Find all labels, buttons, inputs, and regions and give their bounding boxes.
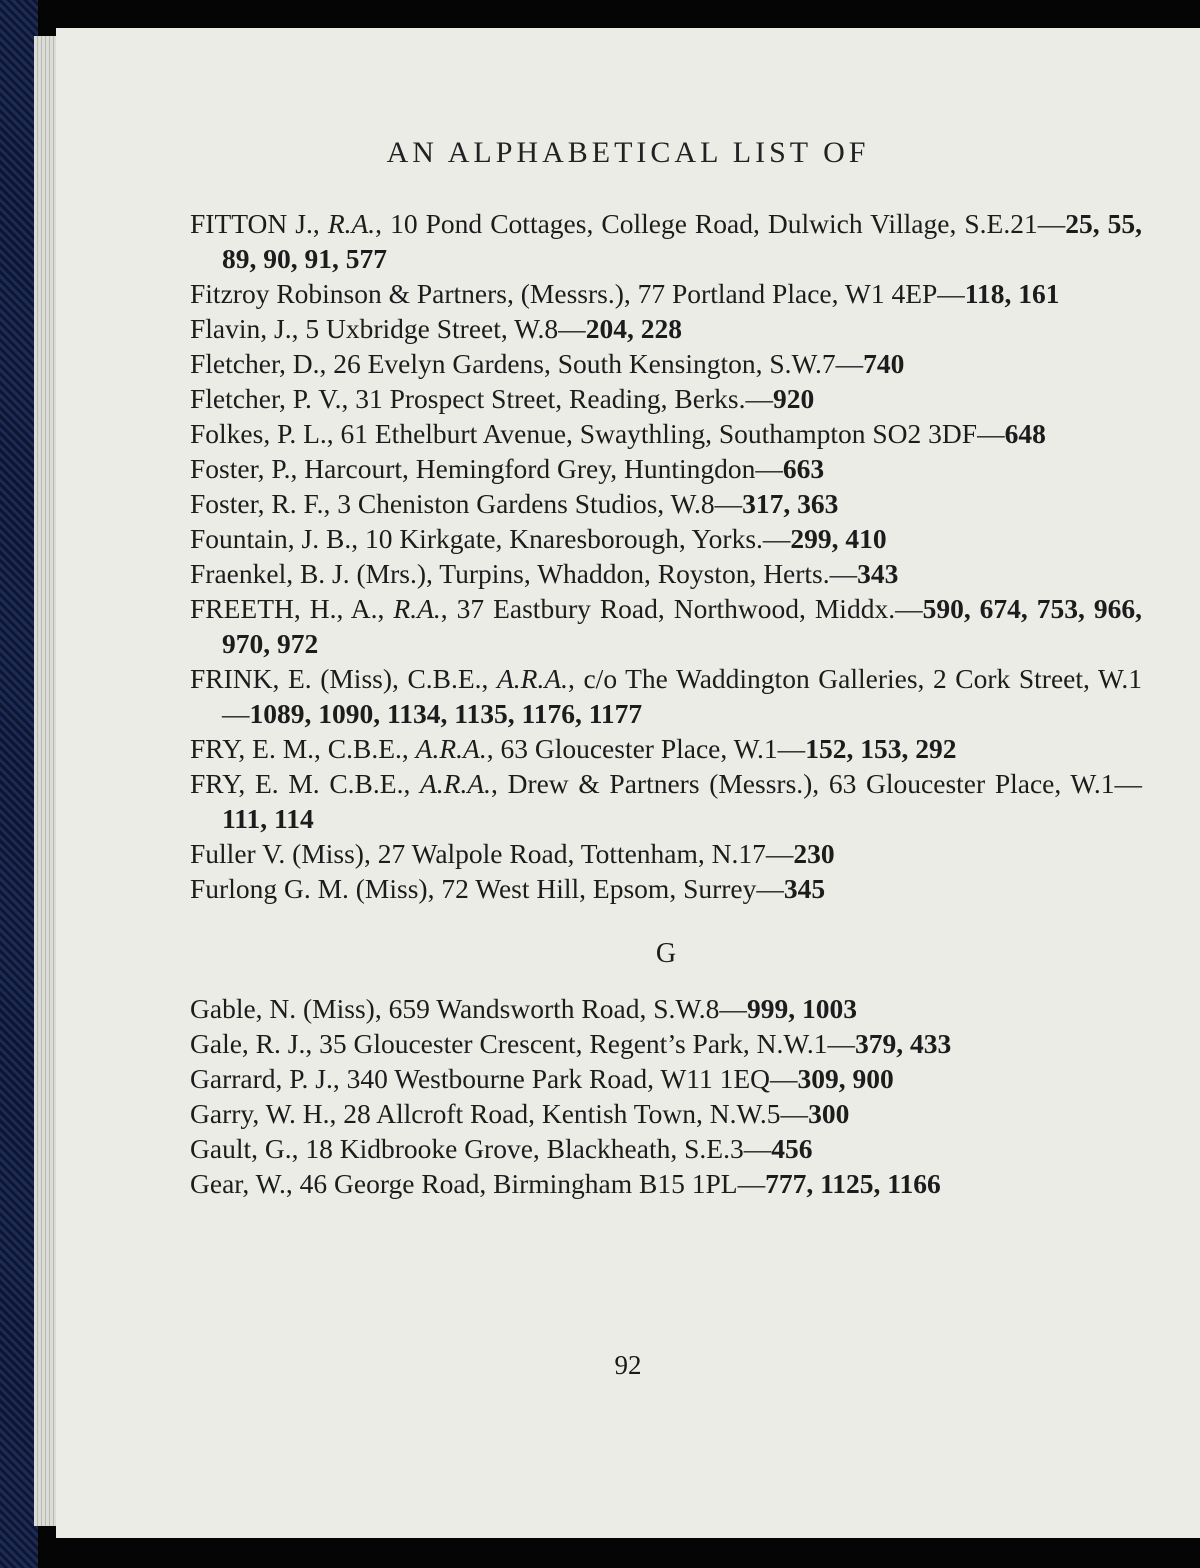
entry-list <box>190 206 1142 1201</box>
list-entry <box>190 591 1142 661</box>
entry-numbers: 920 <box>772 383 815 414</box>
entry-name-address: FITTON J., <box>190 208 328 239</box>
entry-numbers: 300 <box>808 1098 850 1129</box>
entry-name-address: Fitzroy Robinson & Partners, (Messrs.), 77 Portland Place, W1 4EP— <box>190 278 965 309</box>
entry-name-address: Garry, W. H., 28 Allcroft Road, Kentish Town, N.W.5— <box>190 1098 809 1129</box>
list-entry <box>190 521 1142 556</box>
entry-name-address: Folkes, P. L., 61 Ethelburt Avenue, Swaythling, Southampton SO2 3DF— <box>190 418 1005 449</box>
entry-name-address: FRINK, E. (Miss), C.B.E., <box>190 663 497 694</box>
entry-name-address: Gable, N. (Miss), 659 Wandsworth Road, S.W.8— <box>190 993 747 1024</box>
entry-name-address: Fletcher, P. V., 31 Prospect Street, Reading, Berks.— <box>190 383 773 414</box>
list-entry <box>190 556 1142 591</box>
entry-name-address: Foster, R. F., 3 Cheniston Gardens Studios, W.8— <box>190 488 743 519</box>
entry-numbers: 111, 114 <box>222 803 314 834</box>
list-entry <box>190 836 1142 871</box>
entry-honour: A.R.A. <box>420 768 492 799</box>
entry-name-address: Gear, W., 46 George Road, Birmingham B15 1PL— <box>190 1168 766 1199</box>
entry-numbers: 777, 1125, 1166 <box>765 1168 941 1199</box>
entry-name-address: FRY, E. M., C.B.E., <box>190 733 416 764</box>
entry-address: , c/o The Waddington Galleries, 2 Cork Street, W.1— <box>222 663 1142 729</box>
entry-honour: R.A. <box>393 593 441 624</box>
entry-name-address: Gale, R. J., 35 Gloucester Crescent, Regent’s Park, N.W.1— <box>190 1028 855 1059</box>
list-entry <box>190 766 1142 836</box>
entry-address: , 63 Gloucester Place, W.1— <box>486 733 806 764</box>
entry-numbers: 343 <box>857 558 899 589</box>
entry-name-address: Fletcher, D., 26 Evelyn Gardens, South Kensington, S.W.7— <box>190 348 864 379</box>
entry-numbers: 999, 1003 <box>746 993 857 1024</box>
list-entry <box>190 346 1142 381</box>
entry-numbers: 663 <box>782 453 825 484</box>
entry-name-address: Foster, P., Harcourt, Hemingford Grey, Huntingdon— <box>190 453 783 484</box>
list-entry <box>190 731 1142 766</box>
page-number: 92 <box>614 1350 642 1380</box>
list-entry <box>190 276 1142 311</box>
entry-numbers: 379, 433 <box>854 1028 952 1059</box>
entry-honour: R.A. <box>327 208 376 239</box>
entry-numbers: 118, 161 <box>964 278 1060 309</box>
entry-name-address: Fountain, J. B., 10 Kirkgate, Knaresborough, Yorks.— <box>190 523 791 554</box>
entry-numbers: 309, 900 <box>797 1063 894 1094</box>
entry-name-address: Flavin, J., 5 Uxbridge Street, W.8— <box>190 313 586 344</box>
list-entry <box>190 991 1142 1026</box>
entry-numbers: 25, 55, 89, 90, 91, 577 <box>222 208 1142 274</box>
entry-honour: A.R.A. <box>497 663 569 694</box>
list-entry <box>190 206 1142 276</box>
list-entry <box>190 1061 1142 1096</box>
section-letter-g: G <box>655 938 677 969</box>
entry-numbers: 648 <box>1004 418 1046 449</box>
book-page <box>56 28 1200 1538</box>
page-heading: AN ALPHABETICAL LIST OF <box>386 136 870 169</box>
list-entry <box>190 871 1142 906</box>
entry-name-address: Furlong G. M. (Miss), 72 West Hill, Epsom, Surrey— <box>190 873 784 904</box>
entries-f <box>190 206 1142 906</box>
entry-name-address: FRY, E. M. C.B.E., <box>190 768 420 799</box>
list-entry <box>190 381 1142 416</box>
list-entry <box>190 486 1142 521</box>
entry-address: , Drew & Partners (Messrs.), 63 Gloucester Place, W.1— <box>491 768 1142 799</box>
entries-g <box>190 991 1142 1201</box>
entry-numbers: 152, 153, 292 <box>805 733 957 764</box>
entry-numbers: 317, 363 <box>742 488 839 519</box>
entry-address: , 10 Pond Cottages, College Road, Dulwich Village, S.E.21— <box>375 208 1066 239</box>
entry-address: , 37 Eastbury Road, Northwood, Middx.— <box>440 593 923 624</box>
entry-numbers: 204, 228 <box>585 313 682 344</box>
list-entry <box>190 451 1142 486</box>
list-entry <box>190 1096 1142 1131</box>
list-entry <box>190 661 1142 731</box>
list-entry <box>190 1026 1142 1061</box>
book-cover-edge <box>0 0 38 1568</box>
entry-numbers: 230 <box>793 838 835 869</box>
entry-name-address: FREETH, H., A., <box>190 593 394 624</box>
entry-numbers: 740 <box>863 348 905 379</box>
list-entry <box>190 416 1142 451</box>
entry-numbers: 456 <box>771 1133 813 1164</box>
entry-numbers: 590, 674, 753, 966, 970, 972 <box>222 593 1143 659</box>
entry-name-address: Gault, G., 18 Kidbrooke Grove, Blackheath, S.E.3— <box>190 1133 772 1164</box>
list-entry <box>190 1131 1142 1166</box>
entry-name-address: Fuller V. (Miss), 27 Walpole Road, Tottenham, N.17— <box>190 838 794 869</box>
entry-honour: A.R.A. <box>415 733 487 764</box>
list-entry <box>190 311 1142 346</box>
entry-numbers: 1089, 1090, 1134, 1135, 1176, 1177 <box>249 698 643 729</box>
entry-name-address: Fraenkel, B. J. (Mrs.), Turpins, Whaddon, Royston, Herts.— <box>190 558 858 589</box>
entry-name-address: Garrard, P. J., 340 Westbourne Park Road, W11 1EQ— <box>190 1063 798 1094</box>
entry-numbers: 345 <box>783 873 826 904</box>
list-entry <box>190 1166 1142 1201</box>
entry-numbers: 299, 410 <box>790 523 887 554</box>
